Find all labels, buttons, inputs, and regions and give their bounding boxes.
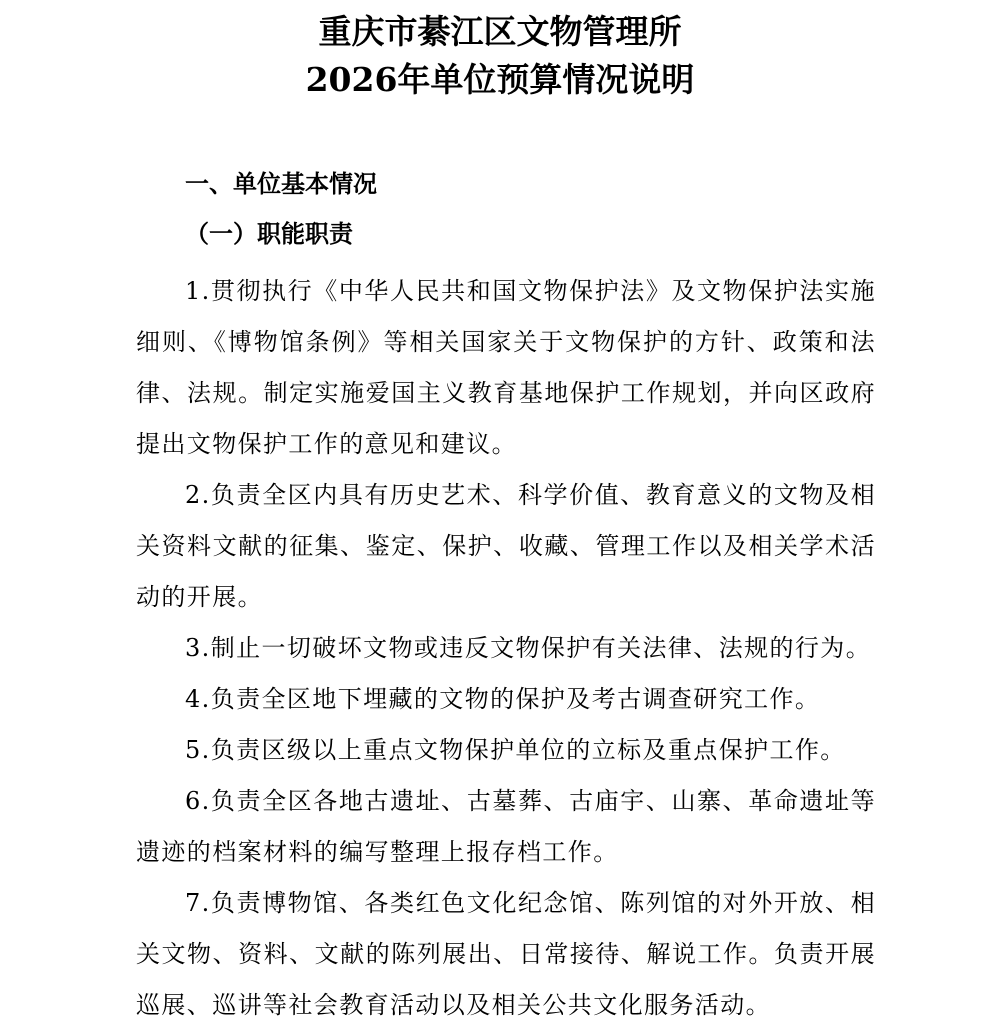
document-body (136, 266, 876, 1031)
paragraph-2: 2.负责全区内具有历史艺术、科学价值、教育意义的文物及相关资料文献的征集、鉴定、保护、收藏、管理工作以及相关学术活动的开展。 (136, 481, 876, 611)
paragraph-7: 7.负责博物馆、各类红色文化纪念馆、陈列馆的对外开放、相关文物、资料、文献的陈列展出、日常接待、解说工作。负责开展巡展、巡讲等社会教育活动以及相关公共文化服务活动。 (136, 889, 876, 1019)
paragraph-5: 5.负责区级以上重点文物保护单位的立标及重点保护工作。 (185, 736, 846, 764)
document-title-line2: 2026年单位预算情况说明 (305, 60, 695, 99)
paragraph-1: 1.贯彻执行《中华人民共和国文物保护法》及文物保护法实施细则、《博物馆条例》等相关国家关于文物保护的方针、政策和法律、法规。制定实施爱国主义教育基地保护工作规划，并向区政府提出文物保护工作的意见和建议。 (136, 277, 876, 458)
document-title-line1: 重庆市綦江区文物管理所 (318, 12, 682, 51)
paragraph-6: 6.负责全区各地古遗址、古墓葬、古庙宇、山寨、革命遗址等遗迹的档案材料的编写整理上报存档工作。 (136, 787, 876, 866)
paragraph-4: 4.负责全区地下埋藏的文物的保护及考古调查研究工作。 (185, 685, 821, 713)
section-heading: 一、单位基本情况 (185, 170, 377, 198)
paragraph-3: 3.制止一切破坏文物或违反文物保护有关法律、法规的行为。 (185, 634, 872, 662)
subsection-heading: （一）职能职责 (185, 219, 353, 248)
